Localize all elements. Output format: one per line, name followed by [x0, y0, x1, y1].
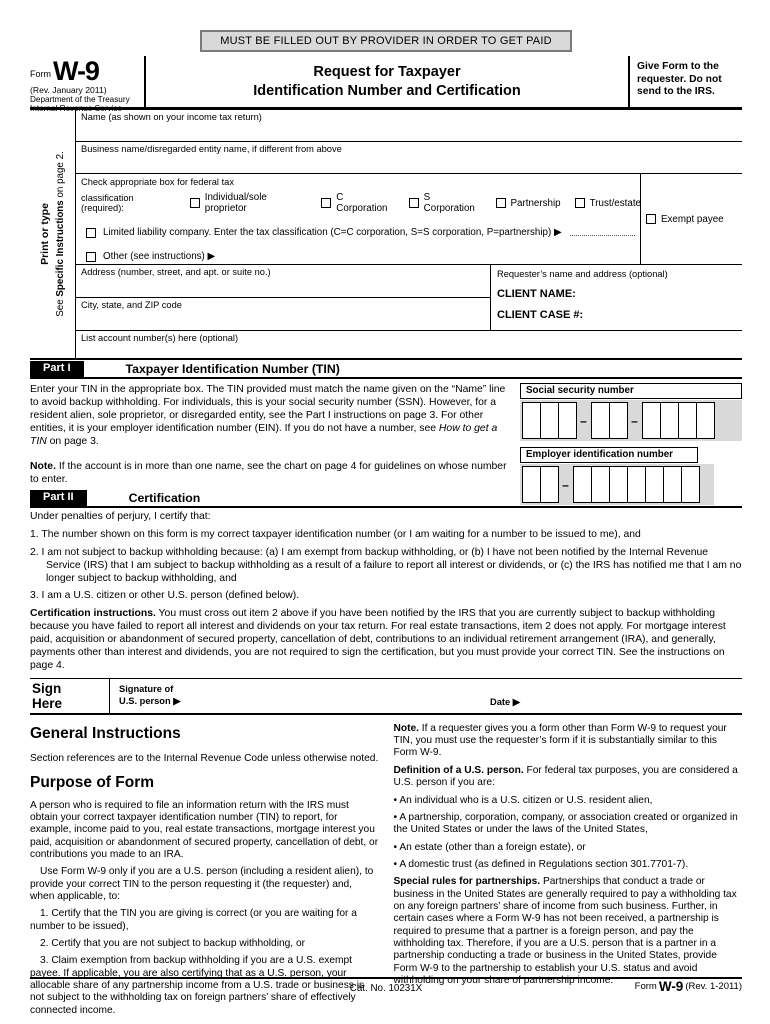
- form-fields-grid: [30, 110, 742, 360]
- certification-item-3: 3. I am a U.S. citizen or other U.S. person (defined below).: [30, 590, 300, 602]
- requester-cell[interactable]: [490, 265, 742, 330]
- part1-title: Taxpayer Identification Number (TIN): [125, 361, 340, 376]
- certification-instructions: Certification instructions. You must cross out item 2 above if you have been notified by the IRS that you are currently subject to backup withholding because you have failed to report all interest and dividends on your tax return. For real estate transactions, item 2 does not apply. For mortgage interest paid, acquisition or abandonment of secured property, cancellation of debt, contributions to an individual retirement arrangement (IRA), and generally, payments other than interest and dividends, you are not required to sign the certification, but you must provide your correct TIN. See the instructions on page 4.: [30, 608, 726, 671]
- print-or-type-sidebar: [30, 110, 75, 358]
- us-person-bullet-2: • A partnership, corporation, company, or association created or organized in the United States or under the laws of the United States,: [394, 812, 743, 837]
- checkbox-individual-label: Individual/sole proprietor: [204, 192, 267, 214]
- ssn-dash: –: [631, 413, 638, 428]
- ein-digit-cell[interactable]: [522, 466, 541, 503]
- ssn-digit-cell[interactable]: [609, 402, 628, 439]
- checkbox-llc[interactable]: [86, 228, 96, 238]
- purpose-p5: 3. Claim exemption from backup withholding if you are a U.S. exempt payee. If applicable, you are also certifying that as a U.S. person, your allocable share of any partnership income from a U.S. trade or business is not subject to the withholding tax on foreign partners’ share of effectively connected income.: [30, 955, 365, 1016]
- account-numbers-field[interactable]: [76, 331, 742, 358]
- ein-digit-cell[interactable]: [573, 466, 592, 503]
- sign-here-section: [30, 678, 742, 715]
- certification-item-2: 2. I am not subject to backup withholding because: (a) I am exempt from backup withholding, or (b) I have not been notified by the Internal Revenue Service (IRS) that I am subject to backup withholding as a result of a failure to report all interest or dividends, or (c) the IRS has notified me that I am no longer subject to backup withholding, and: [30, 546, 742, 584]
- checkbox-trust-estate[interactable]: [575, 198, 585, 208]
- classification-intro-line2: classification (required):: [81, 193, 134, 213]
- address-requester-section: [76, 265, 742, 331]
- purpose-of-form-title: Purpose of Form: [30, 773, 155, 791]
- checkbox-partnership[interactable]: [496, 198, 506, 208]
- classification-section: [76, 174, 742, 265]
- ein-digit-cell[interactable]: [645, 466, 664, 503]
- see-instructions-label: See Specific Instructions on page 2.: [54, 151, 66, 317]
- signature-label: Signature of U.S. person ▶: [119, 683, 181, 706]
- other-label: Other (see instructions) ▶: [103, 251, 216, 262]
- checkbox-trust-estate-label: Trust/estate: [589, 197, 641, 209]
- llc-classification-input[interactable]: [570, 226, 636, 236]
- ein-dash: –: [562, 477, 569, 492]
- address-field[interactable]: [76, 265, 490, 298]
- provider-banner: MUST BE FILLED OUT BY PROVIDER IN ORDER TO GET PAID: [200, 30, 572, 52]
- footer-form-id: Form W-9 (Rev. 1-2011): [634, 979, 742, 994]
- checkbox-s-corporation[interactable]: [409, 198, 419, 208]
- ein-digit-cell[interactable]: [591, 466, 610, 503]
- purpose-p4: 2. Certify that you are not subject to backup withholding, or: [40, 938, 306, 950]
- name-label: Name (as shown on your income tax return): [81, 112, 262, 122]
- sign-here-label: Sign Here: [30, 679, 110, 713]
- business-name-label: Business name/disregarded entity name, if different from above: [81, 144, 342, 154]
- purpose-p3: 1. Certify that the TIN you are giving is correct (or you are waiting for a number to be issued),: [30, 908, 357, 932]
- ein-digit-cell[interactable]: [540, 466, 559, 503]
- form-header: [30, 56, 742, 114]
- part2-title: Certification: [128, 490, 201, 505]
- give-form-note: Give Form to the requester. Do not send to the IRS.: [637, 61, 722, 98]
- tin-instructions: Enter your TIN in the appropriate box. The TIN provided must match the name given on the “Name” line to avoid backup withholding. For individuals, this is your social security number (SSN). However, for a resident alien, sole proprietor, or disregarded entity, see the Part I instructions on page 3. For other entities, it is your employer identification number (EIN). If you do not have a number, see How to get a TIN on page 3.: [30, 384, 506, 448]
- tin-note: Note. If the account is in more than one name, see the chart on page 4 for guidelines on whose number to enter.: [30, 460, 507, 485]
- exempt-payee-cell: [640, 174, 742, 264]
- name-field[interactable]: [76, 110, 742, 142]
- page-footer: [30, 977, 742, 1001]
- llc-label: Limited liability company. Enter the tax classification (C=C corporation, S=S corporation, P=partnership) ▶: [103, 227, 562, 238]
- address-label: Address (number, street, and apt. or suite no.): [81, 267, 271, 277]
- ssn-digit-cell[interactable]: [660, 402, 679, 439]
- signature-input[interactable]: [150, 685, 452, 709]
- client-case-label: CLIENT CASE #:: [497, 309, 584, 321]
- checkbox-individual[interactable]: [190, 198, 200, 208]
- ssn-digit-row: [520, 400, 742, 441]
- ssn-dash: –: [580, 413, 587, 428]
- city-state-zip-label: City, state, and ZIP code: [81, 300, 182, 310]
- checkbox-partnership-label: Partnership: [510, 197, 561, 209]
- catalog-number: Cat. No. 10231X: [349, 983, 423, 994]
- print-or-type-label: Print or type: [38, 203, 51, 265]
- exempt-payee-label: Exempt payee: [661, 213, 724, 225]
- tin-section: [30, 379, 742, 492]
- account-numbers-label: List account number(s) here (optional): [81, 333, 239, 343]
- ein-digit-cell[interactable]: [663, 466, 682, 503]
- ssn-digit-cell[interactable]: [642, 402, 661, 439]
- agency-line: Internal Revenue Service: [30, 104, 122, 114]
- checkbox-exempt-payee[interactable]: [646, 214, 656, 224]
- ein-digit-cell[interactable]: [609, 466, 628, 503]
- form-id-block: [30, 56, 144, 114]
- certification-intro: Under penalties of perjury, I certify that:: [30, 511, 211, 522]
- form-title-line2: Identification Number and Certification: [253, 82, 521, 99]
- checkbox-c-corporation[interactable]: [321, 198, 331, 208]
- ssn-digit-cell[interactable]: [591, 402, 610, 439]
- classification-intro-line1: Check appropriate box for federal tax: [81, 177, 234, 187]
- client-name-label: CLIENT NAME:: [497, 288, 576, 300]
- part1-header: [30, 360, 742, 379]
- ein-digit-cell[interactable]: [681, 466, 700, 503]
- us-person-bullet-4: • A domestic trust (as defined in Regulations section 301.7701-7).: [394, 859, 743, 871]
- ssn-digit-cell[interactable]: [696, 402, 715, 439]
- ssn-digit-cell[interactable]: [678, 402, 697, 439]
- ein-digit-row: [520, 464, 714, 505]
- definition-us-person: Definition of a U.S. person. For federal tax purposes, you are considered a U.S. person if you are:: [393, 764, 738, 789]
- requester-note: Note. If a requester gives you a form other than Form W-9 to request your TIN, you must use the requester’s form if it is substantially similar to this Form W-9.: [393, 722, 727, 759]
- form-number: W-9: [53, 56, 99, 86]
- part2-label: Part II: [30, 490, 87, 506]
- department-line: Department of the Treasury: [30, 94, 130, 104]
- requester-label: Requester’s name and address (optional): [497, 269, 668, 279]
- business-name-field[interactable]: [76, 142, 742, 174]
- us-person-bullet-3: • An estate (other than a foreign estate), or: [394, 842, 743, 854]
- purpose-p2: Use Form W-9 only if you are a U.S. person (including a resident alien), to provide your correct TIN to the person requesting it (the requester) and, when applicable, to:: [30, 866, 374, 903]
- checkbox-other[interactable]: [86, 252, 96, 262]
- us-person-bullet-1: • An individual who is a U.S. citizen or U.S. resident alien,: [394, 795, 743, 807]
- form-title-line1: Request for Taxpayer: [313, 64, 461, 81]
- general-instructions-p1: Section references are to the Internal Revenue Code unless otherwise noted.: [30, 752, 379, 764]
- ssn-digit-cell[interactable]: [558, 402, 577, 439]
- ssn-digit-cell[interactable]: [522, 402, 541, 439]
- certification-item-1: 1. The number shown on this form is my correct taxpayer identification number (or I am waiting for a number to be issued to me), and: [30, 528, 641, 540]
- certification-section: [30, 508, 742, 673]
- purpose-p1: A person who is required to file an information return with the IRS must obtain your correct taxpayer identification number (TIN) to report, for example, income paid to you, real estate transactions, mortgage interest you paid, acquisition or abandonment of secured property, cancellation of debt, or contributions you made to an IRA.: [30, 799, 379, 861]
- special-rules-partnerships: Special rules for partnerships. Partnerships that conduct a trade or business in the United States are generally required to pay a withholding tax on any foreign partners’ share of income from such business. Further, in certain cases where a Form W-9 has not been received, a partnership is required to presume that a partner is a foreign person, and pay the withholding tax. Therefore, if you are a U.S. person that is a partner in a partnership conducting a trade or business in the United States, provide Form W-9 to the partnership to establish your U.S. status and avoid withholding on your share of partnership income.: [393, 876, 737, 986]
- ein-digit-cell[interactable]: [627, 466, 646, 503]
- form-title-block: [144, 56, 630, 107]
- ssn-box-label: Social security number: [520, 383, 742, 399]
- form-revision: (Rev. January 2011): [30, 84, 107, 95]
- checkbox-c-corporation-label: C Corporation: [336, 192, 388, 214]
- general-instructions-title: General Instructions: [30, 724, 181, 742]
- part1-label: Part I: [30, 361, 84, 377]
- ssn-digit-cell[interactable]: [540, 402, 559, 439]
- ein-box-label: Employer identification number: [520, 447, 698, 463]
- city-state-zip-field[interactable]: [76, 298, 490, 330]
- date-label: Date ▶: [490, 696, 520, 707]
- date-input[interactable]: [530, 685, 732, 709]
- form-word: Form: [30, 68, 51, 79]
- checkbox-s-corporation-label: S Corporation: [423, 192, 475, 214]
